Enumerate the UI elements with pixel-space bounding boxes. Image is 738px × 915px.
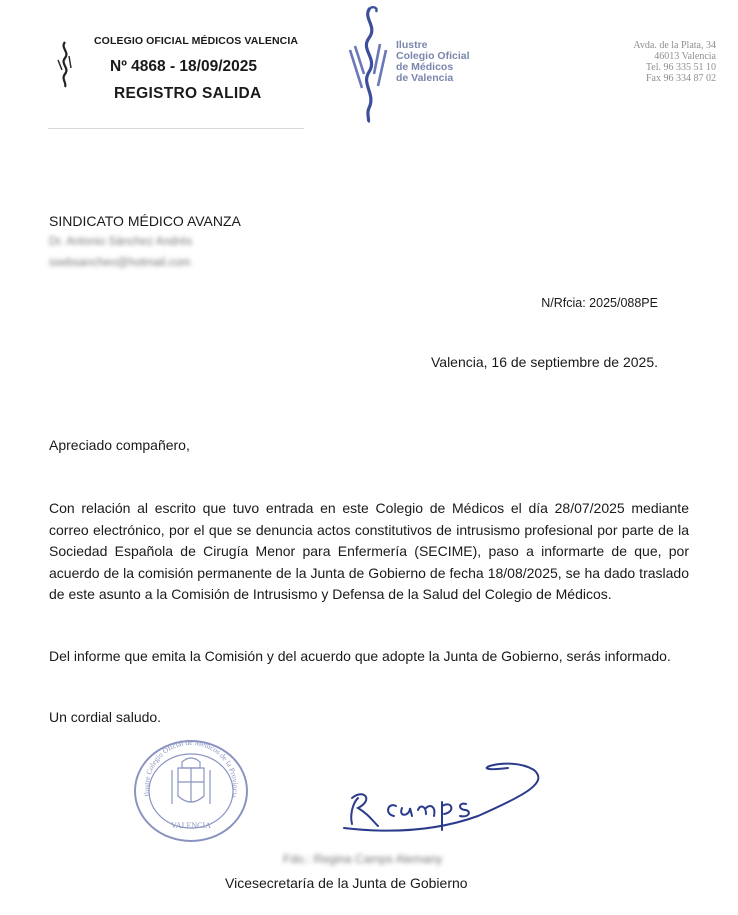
address-city: 46013 Valencia [654,51,716,62]
seal-city: VALENCIA [171,821,211,830]
letterhead-line: de Médicos [396,61,454,73]
handwritten-signature [338,758,558,858]
stamp-label: REGISTRO SALIDA [114,85,262,102]
stamp-divider [48,128,304,129]
recipient-person-redacted: Dr. Antonio Sánchez Andrés [49,236,193,248]
stamp-number: Nº 4868 - 18/09/2025 [110,58,257,75]
stamp-organization: COLEGIO OFICIAL MÉDICOS VALENCIA [94,35,299,47]
letterhead-name [396,40,470,84]
signer-position: Vicesecretaría de la Junta de Gobierno [225,875,468,891]
address-fax: Fax 96 334 87 02 [646,73,716,84]
salutation: Apreciado compañero, [49,437,190,453]
body-paragraph-1: Con relación al escrito que tuvo entrada en este Colegio de Médicos el día 28/07/2025 mediante correo electrónico, por el que se denuncia actos constitutivos de intrusismo profesional por parte de la Sociedad Española de Cirugía Menor para Enfermería (SECIME), paso a informarte de que, por acuerdo de la comisión permanente de la Junta de Gobierno de fecha 18/08/2025, se ha dado traslado de este asunto a la Comisión de Intrusismo y Defensa de la Salud del Colegio de Médicos. [49,500,689,602]
letterhead-line: Colegio Oficial [396,50,470,62]
recipient-organization: SINDICATO MÉDICO AVANZA [49,213,241,229]
seal-text: Ilustre Colegio Oficial de Médicos de la Provincia [141,738,241,799]
address-block [633,40,716,84]
recipient-email-redacted: ssebsancheo@hotmail.com [49,257,191,269]
reference-number: N/Rfcia: 2025/088PE [541,296,658,310]
closing: Un cordial saludo. [49,709,162,725]
address-street: Avda. de la Plata, 34 [633,40,716,51]
letterhead-line: de Valencia [396,72,454,84]
registration-stamp [48,24,304,130]
caduceus-serpent-icon [344,4,390,124]
body-paragraph-2: Del informe que emita la Comisión y del acuerdo que adopte la Junta de Gobierno, serás informado. [49,648,671,664]
coat-of-arms-icon [172,758,210,804]
letter-date: Valencia, 16 de septiembre de 2025. [430,354,658,370]
serpent-logo-icon [54,40,76,88]
letterhead-line: Ilustre [396,39,428,51]
official-seal [132,738,250,844]
address-tel: Tel. 96 335 51 10 [645,62,716,73]
signer-name-redacted: Fdo.: Regina Camps Alemany [283,852,443,866]
